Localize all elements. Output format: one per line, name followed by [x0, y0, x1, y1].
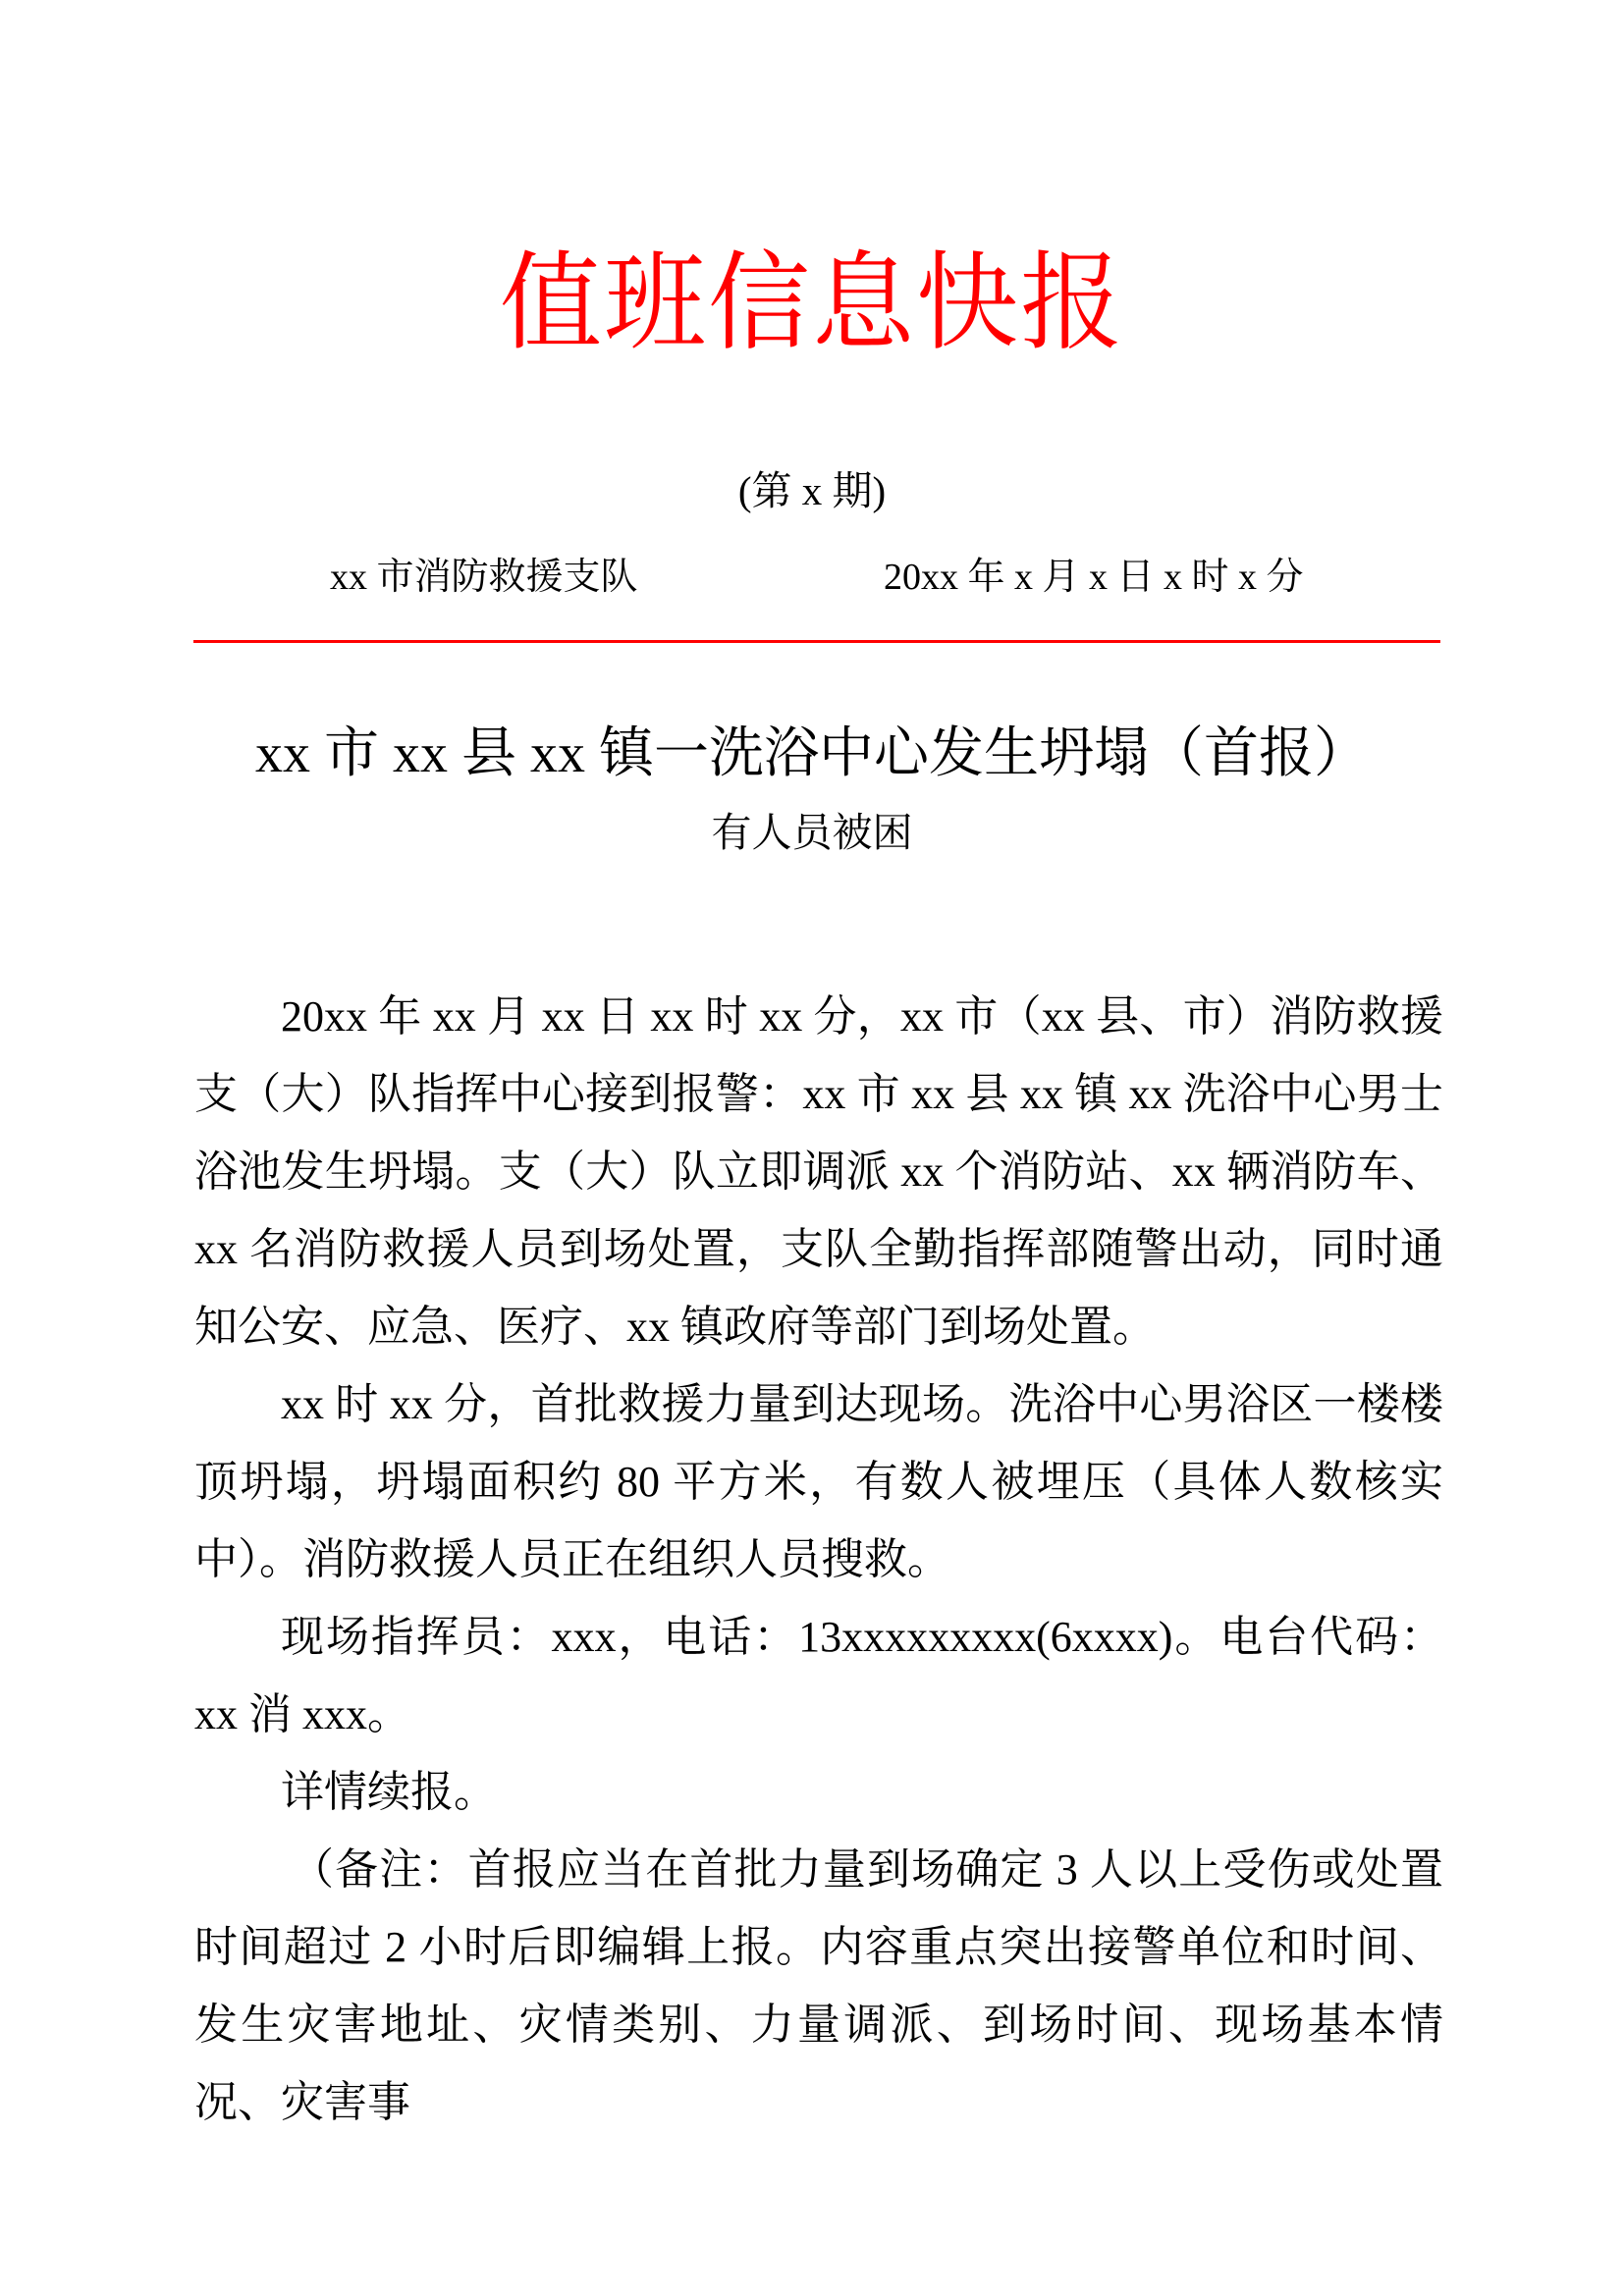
paragraph-arrival: xx 时 xx 分，首批救援力量到达现场。洗浴中心男浴区一楼楼顶坍塌，坍塌面积约 80 平方米，有数人被埋压（具体人数核实中）。消防救援人员正在组织人员搜救。	[194, 1380, 1443, 1583]
issuing-unit: xx 市消防救援支队	[330, 557, 638, 598]
issue-datetime: 20xx 年 x 月 x 日 x 时 x 分	[884, 557, 1304, 598]
paragraph-commander-contact: 现场指挥员：xxx，电话：13xxxxxxxxx(6xxxx)。电台代码：xx 消 xxx。	[194, 1613, 1443, 1738]
paragraph-note: （备注：首报应当在首批力量到场确定 3 人以上受伤或处置时间超过 2 小时后即编辑上报。内容重点突出接警单位和时间、发生灾害地址、灾情类别、力量调派、到场时间、现场基本情况、灾害事	[194, 1845, 1443, 2126]
masthead-meta	[0, 553, 1624, 602]
paragraph-to-be-continued: 详情续报。	[281, 1768, 497, 1816]
article-body	[194, 978, 1443, 2141]
masthead-title: 值班信息快报	[499, 239, 1124, 366]
article-subheadline: 有人员被困	[711, 810, 913, 855]
paragraph-alarm-report: 20xx 年 xx 月 xx 日 xx 时 xx 分，xx 市（xx 县、市）消防救援支（大）队指挥中心接到报警：xx 市 xx 县 xx 镇 xx 洗浴中心男士浴池发生坍塌。支（大）队立即调派 xx 个消防站、xx 辆消防车、xx 名消防救援人员到场处置，支队全勤指挥部随警出动，同时通知公安、应急、医疗、xx 镇政府等部门到场处置。	[194, 992, 1443, 1351]
article-headline: xx 市 xx 县 xx 镇一洗浴中心发生坍塌（首报）	[255, 723, 1369, 784]
red-divider	[193, 640, 1440, 643]
issue-number: (第 x 期)	[737, 468, 887, 513]
